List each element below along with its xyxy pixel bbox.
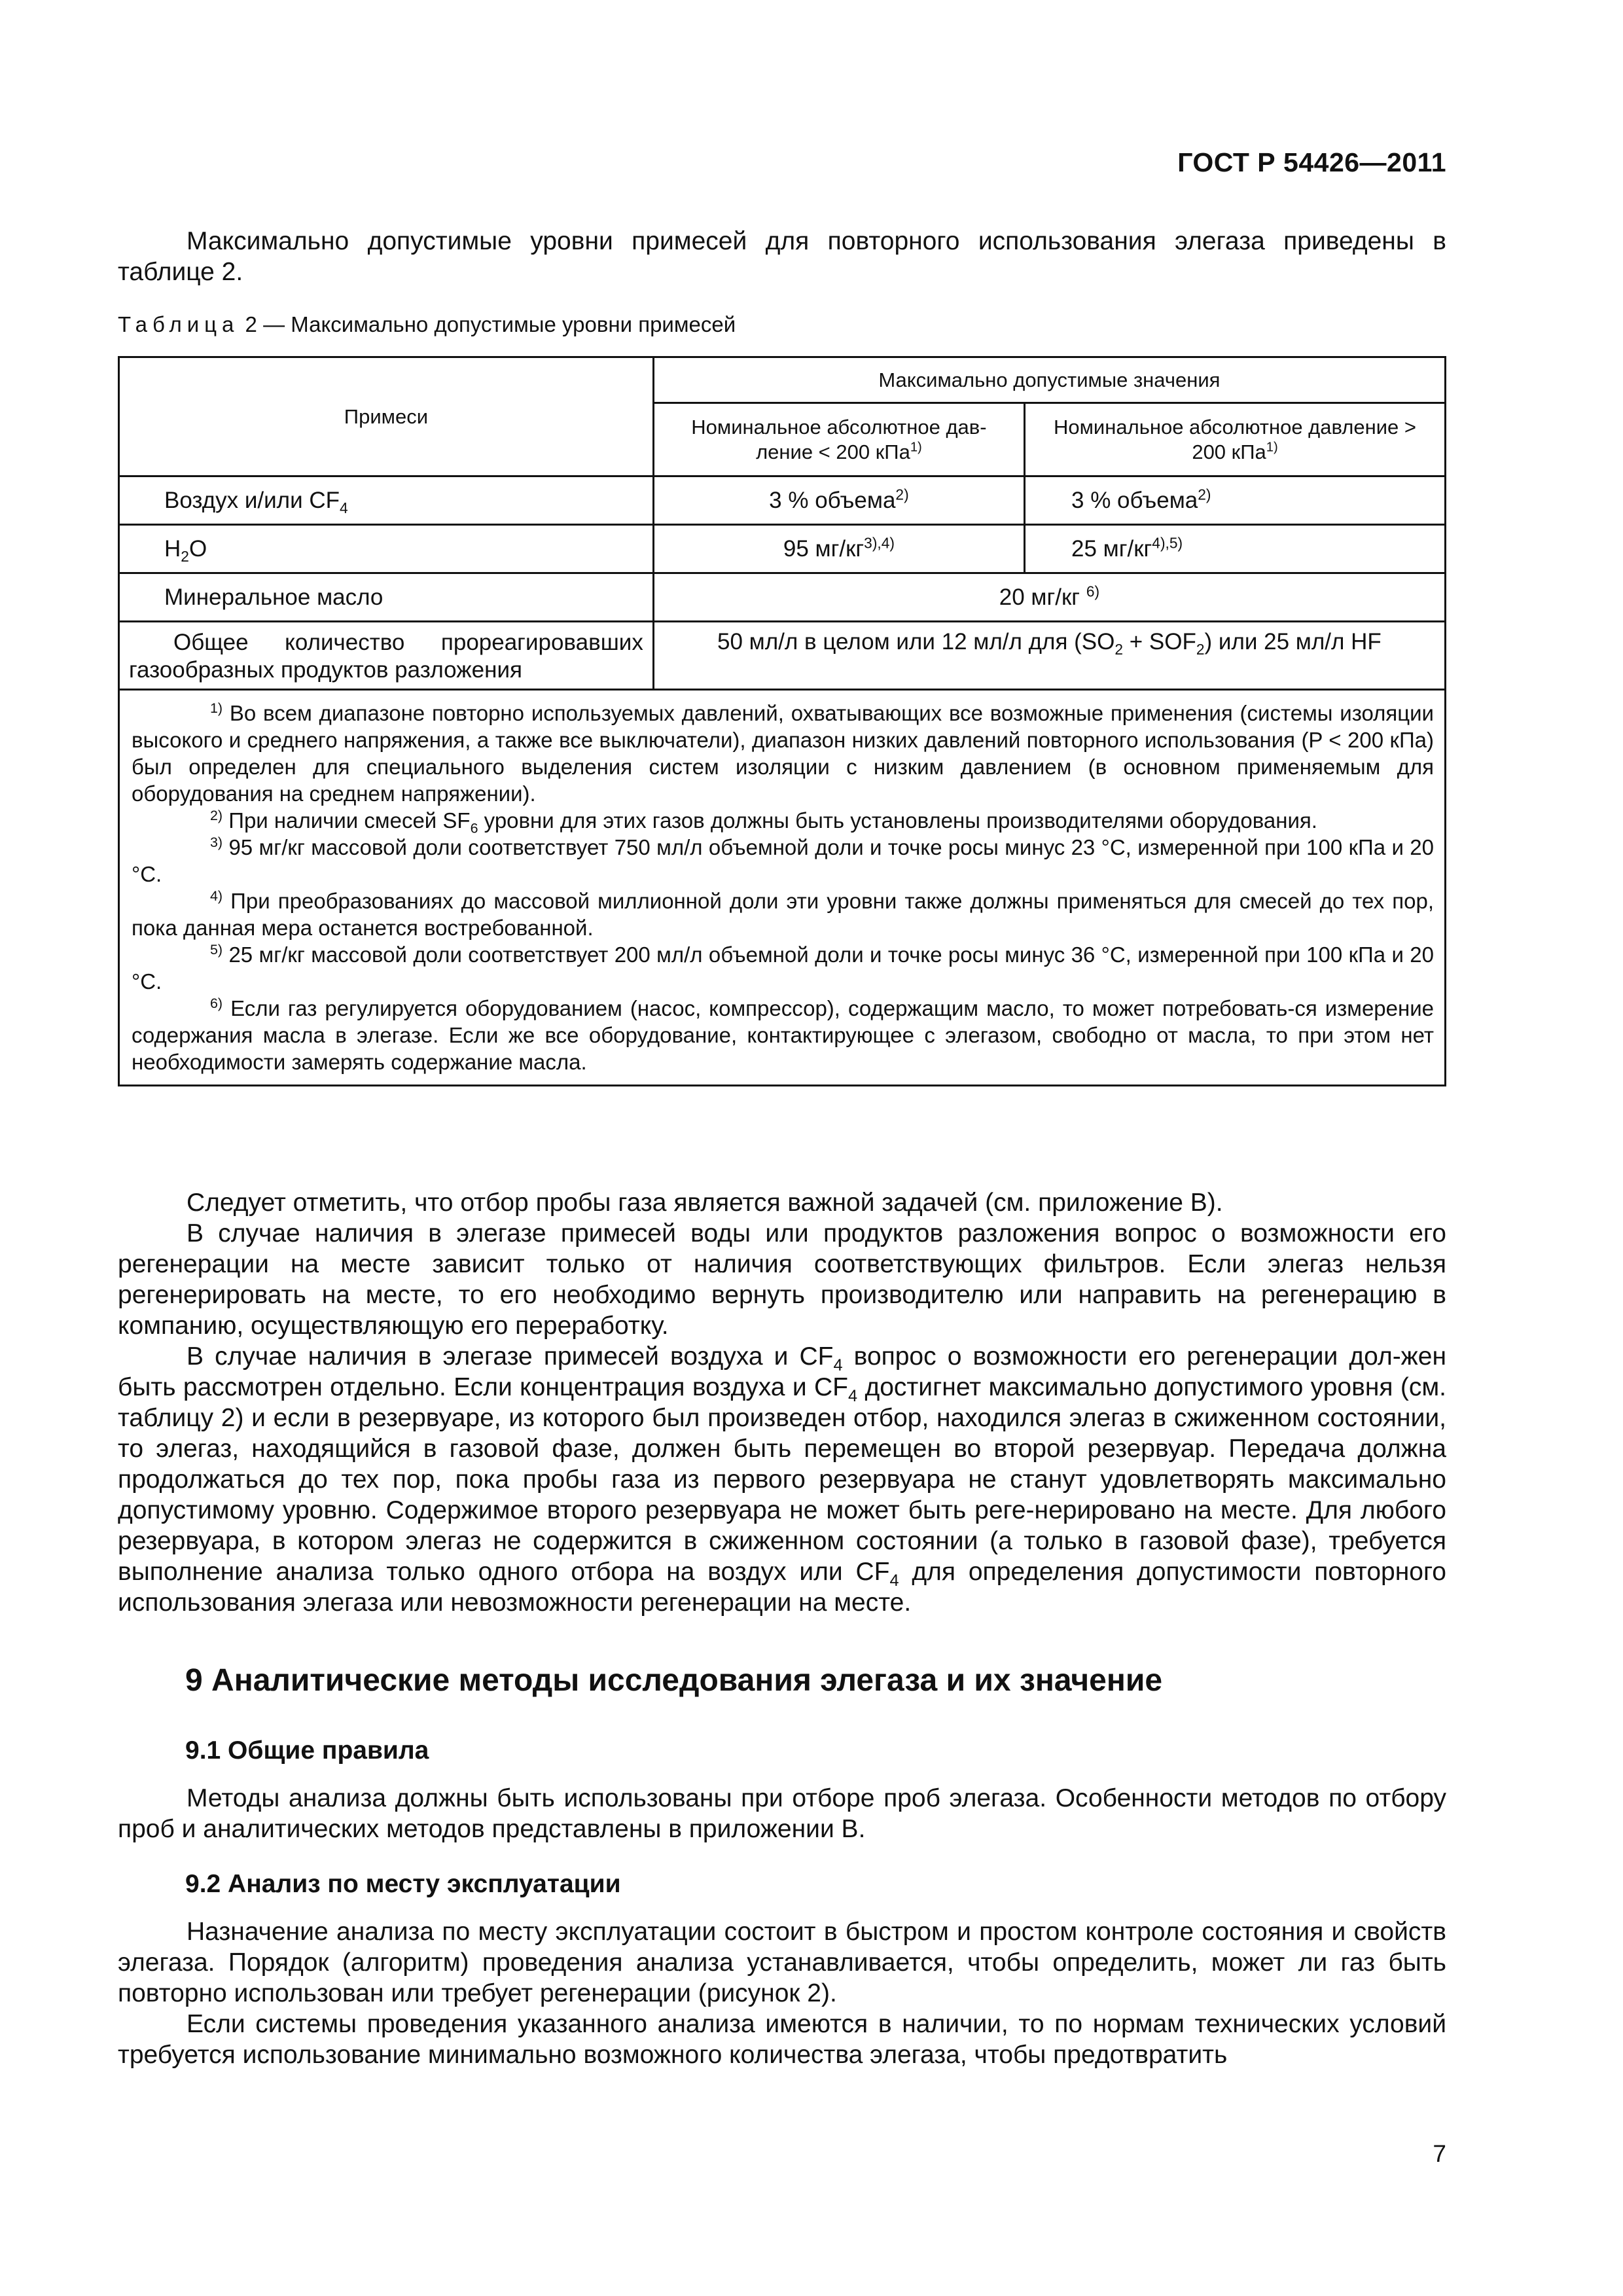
footnote-6-text: Если газ регулируется оборудованием (насос, компрессор), содержащим масло, то может потребовать-ся измерение содержания масла в элегазе. Если же все оборудование, контактирующее с элегазом, свободно от масла, то при этом нет необходимости замерять содержание масла. [132, 996, 1435, 1074]
row-air-name: Воздух и/или $CF_4$ [119, 476, 654, 525]
row-products-value-b: + SOF [1123, 629, 1196, 655]
row-air-high: 3 % объема$^{2)}$ [1025, 476, 1446, 525]
body-paragraph-3-a: В случае наличия в элегазе примесей воздуха и CF [187, 1342, 834, 1371]
footnote-5-text: 25 мг/кг массовой доли соответствует 200 мл/л объемной доли и точке росы минус 36 °С, измеренной при 100 кПа и 20 °С. [132, 942, 1434, 994]
row-air-high-value: 3 % объема [1071, 487, 1198, 513]
section-9-2-paragraph-2: Если системы проведения указанного анализа имеются в наличии, то по нормам технических условий требуется использование минимально возможного количества элегаза, чтобы предотвратить [118, 2010, 1446, 2069]
row-water-high-value: 25 мг/кг [1071, 535, 1152, 562]
body-paragraph-3-b: вопрос о возможности его регенерации дол-жен быть рассмотрен отдельно. Если концентрация воздуха и CF [118, 1342, 1447, 1401]
header-low-pressure-text: Номинальное абсолютное дав-ление < 200 кПа [691, 415, 987, 463]
row-products-value-c: ) или 25 мл/л HF [1204, 629, 1382, 655]
table-row [119, 525, 1446, 573]
section-9-2-body [118, 1916, 1446, 2070]
row-products-name [119, 622, 654, 690]
body-text [118, 1187, 1446, 1618]
row-air-low-value: 3 % объема [769, 487, 896, 513]
footnote-6: $^{6)}$ Если газ регулируется оборудованием (насос, компрессор), содержащим масло, то может потребовать-ся измерение содержания масла в элегазе. Если же все оборудование, контактирующее с элегазом, свободно от масла, то при этом нет необходимости замерять содержание масла. [132, 996, 1435, 1074]
footnote-3-text: 95 мг/кг массовой доли соответствует 750 мл/л объемной доли и точке росы минус 23 °С, измеренной при 100 кПа и 20 °С. [132, 835, 1434, 886]
row-products-label: Общее количество прореагировавших газообразных продуктов разложения [129, 630, 643, 683]
section-9-1-title: 9.1 Общие правила [185, 1736, 429, 1765]
row-oil-name: Минеральное масло [119, 573, 654, 622]
row-products-value-a: 50 мл/л в целом или 12 мл/л для (SO [717, 629, 1115, 655]
footnote-2-text-a: При наличии смесей SF [228, 808, 471, 833]
footnote-1: $^{1)}$ Во всем диапазоне повторно используемых давлений, охватывающих все возможные применения (системы изоляции высокого и среднего напряжения, а также все выключатели), диапазон низких давлений повторного использования (P < 200 кПа) был определен для специального выделения систем изоляции с низким давлением (в основном применяемым для оборудования на среднем напряжении). [132, 700, 1434, 806]
table-notes-row [119, 690, 1446, 1086]
table-caption [118, 312, 736, 337]
header-high-pressure: Номинальное абсолютное давление > 200 кПа$^{1)}$ [1025, 403, 1446, 476]
footnote-2-text-b: уровни для этих газов должны быть установлены производителями оборудования. [478, 808, 1317, 833]
header-impurities: Примеси [119, 357, 654, 476]
table-row [119, 573, 1446, 622]
body-paragraph-1: Следует отметить, что отбор пробы газа является важной задачей (см. приложение В). [187, 1189, 1223, 1217]
footnote-3: $^{3)}$ 95 мг/кг массовой доли соответствует 750 мл/л объемной доли и точке росы минус 23 °С, измеренной при 100 кПа и 20 °С. [132, 834, 1434, 886]
table-caption-prefix: Таблица [118, 312, 240, 336]
body-paragraph-3-c: достигнет максимально допустимого уровня (см. таблицу 2) и если в резервуаре, из которого был произведен отбор, находился элегаз в сжиженном состоянии, то элегаз, находящийся в газовой фазе, должен быть перемещен во второй резервуар. Передача должна продолжаться до тех пор, пока пробы газа из первого резервуара не станут удовлетворять максимально допустимому уровню. Содержимое второго резервуара не может быть реге-нерировано на месте. Для любого резервуара, в котором элегаз не содержится в сжиженном состоянии (а только в газовой фазе), требуется выполнение анализа только одного отбора на воздух или CF [118, 1373, 1447, 1586]
footnote-4-text: При преобразованиях до массовой миллионной доли эти уровни также должны применяться для смесей до тех пор, пока данная мера останется востребованной. [132, 889, 1434, 940]
table-caption-text: 2 — Максимально допустимые уровни примесей [239, 312, 736, 336]
impurities-table [118, 356, 1446, 1086]
row-products-value: 50 мл/л в целом или 12 мл/л для $(SO_2 + SOF_2)$ или 25 мл/л HF [653, 622, 1445, 690]
body-paragraph-3-d: для определения допустимости повторного использования элегаза или невозможности регенерации на месте. [118, 1558, 1446, 1617]
body-paragraph-2: В случае наличия в элегазе примесей воды или продуктов разложения вопрос о возможности его регенерации на месте зависит только от наличия соответствующих фильтров. Если элегаз нельзя регенерировать на месте, то его необходимо вернуть производителю или направить на регенерацию в компанию, осуществляющую его переработку. [118, 1219, 1446, 1340]
header-max-values: Максимально допустимые значения [653, 357, 1445, 403]
header-low-pressure: Номинальное абсолютное дав-ление < 200 кПа$^{1)}$ [653, 403, 1024, 476]
row-oil-value: 20 мг/кг $^{6)}$ [653, 573, 1445, 622]
row-water-name: $H_2O$ [119, 525, 654, 573]
footnote-4: $^{4)}$ При преобразованиях до массовой миллионной доли эти уровни также должны применяться для смесей до тех пор, пока данная мера останется востребованной. [132, 888, 1434, 940]
table-row [119, 476, 1446, 525]
row-water-low-value: 95 мг/кг [783, 535, 865, 562]
table-row [119, 622, 1446, 690]
header-high-pressure-text: Номинальное абсолютное давление > 200 кПа [1053, 415, 1416, 463]
footnote-1-text: Во всем диапазоне повторно используемых давлений, охватывающих все возможные применения (системы изоляции высокого и среднего напряжения, а также все выключатели), диапазон низких давлений повторного использования (P < 200 кПа) был определен для специального выделения систем изоляции с низким давлением (в основном применяемым для оборудования на среднем напряжении). [132, 701, 1434, 806]
section-9-2-paragraph-1: Назначение анализа по месту эксплуатации состоит в быстром и простом контроле состояния и свойств элегаза. Порядок (алгоритм) проведения анализа устанавливается, чтобы определить, может ли газ быть повторно использован или требует регенерации (рисунок 2). [118, 1918, 1446, 2007]
intro-text: Максимально допустимые уровни примесей для повторного использования элегаза приведены в таблице 2. [118, 227, 1446, 286]
section-9-1-body [118, 1783, 1446, 1844]
section-9-title: 9 Аналитические методы исследования элегаза и их значение [185, 1663, 1163, 1698]
row-water-low: 95 $мг/кг^{3),4)}$ [653, 525, 1024, 573]
row-air-label: Воздух и/или CF [164, 487, 340, 513]
body-paragraph-3: В случае наличия в элегазе примесей воздуха и $CF_4$ вопрос о возможности его регенерации дол-жен быть рассмотрен отдельно. Если концентрация воздуха и $CF_4$ достигнет максимально допустимого уровня (см. таблицу 2) и если в резервуаре, из которого был произведен отбор, находился элегаз в сжиженном состоянии, то элегаз, находящийся в газовой фазе, должен быть перемещен во второй резервуар. Передача должна продолжаться до тех пор, пока пробы газа из первого резервуара не станут удовлетворять максимально допустимому уровню. Содержимое второго резервуара не может быть реге-нерировано на месте. Для любого резервуара, в котором элегаз не содержится в сжиженном состоянии (а только в газовой фазе), требуется выполнение анализа только одного отбора на воздух или $CF_4$ для определения допустимости повторного использования элегаза или невозможности регенерации на месте. [118, 1342, 1447, 1617]
page-number: 7 [1433, 2140, 1446, 2167]
row-oil-value-text: 20 мг/кг [999, 584, 1080, 610]
footnote-2: $^{2)}$ При наличии смесей $SF_6$ уровни для этих газов должны быть установлены производителями оборудования. [210, 808, 1317, 836]
footnote-5: $^{5)}$ 25 мг/кг массовой доли соответствует 200 мл/л объемной доли и точке росы минус 36 °С, измеренной при 100 кПа и 20 °С. [132, 942, 1434, 994]
row-water-high: 25 $мг/кг^{4),5)}$ [1025, 525, 1446, 573]
section-9-2-title: 9.2 Анализ по месту эксплуатации [185, 1870, 621, 1898]
intro-paragraph [118, 226, 1446, 287]
section-9-1-paragraph: Методы анализа должны быть использованы при отборе проб элегаза. Особенности методов по отбору проб и аналитических методов представлены в приложении В. [118, 1784, 1446, 1843]
table-notes [119, 690, 1446, 1086]
row-air-low: 3 % объема$^{2)}$ [653, 476, 1024, 525]
document-header: ГОСТ Р 54426—2011 [1177, 147, 1446, 177]
